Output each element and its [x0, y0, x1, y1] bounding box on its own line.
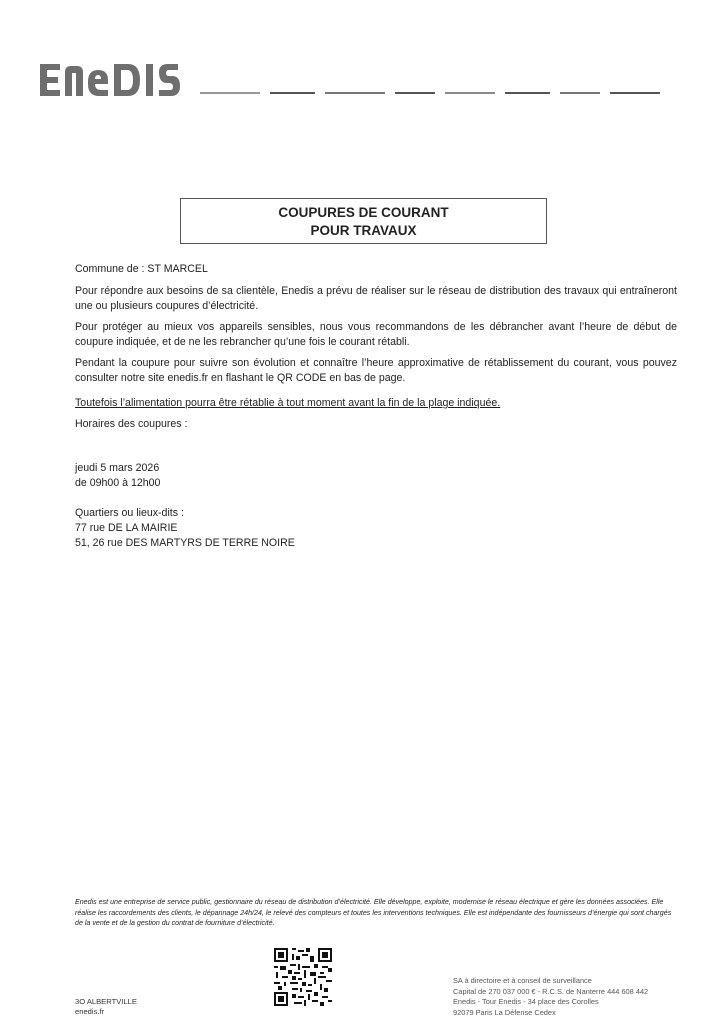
footer-left — [75, 997, 137, 1017]
company-city: 92079 Paris La Défense Cedex — [453, 1007, 556, 1017]
outage-time-range: de 09h00 à 12h00 — [75, 477, 161, 489]
notice-title-line1: COUPURES DE COURANT — [278, 205, 449, 220]
paragraph-1: Pour répondre aux besoins de sa clientèle, Enedis a prévu de réaliser sur le réseau de distribution des travaux qui entraîneront une ou plusieurs coupures d’électricité. — [75, 285, 677, 312]
company-legal-form: SA à directoire et à conseil de surveillance — [453, 976, 592, 985]
footer-company-info — [453, 976, 648, 1018]
areas-label: Quartiers ou lieux-dits : — [75, 507, 184, 519]
qr-code[interactable] — [274, 948, 332, 1006]
footer-agency: 3O ALBERTVILLE — [75, 997, 137, 1006]
company-address: Enedis - Tour Enedis - 34 place des Corolles — [453, 997, 599, 1006]
paragraph-2: Pour protéger au mieux vos appareils sensibles, nous vous recommandons de les débrancher avant l’heure de début de coupure indiquée, et de ne les rebrancher qu’une fois le courant rétabli. — [75, 321, 677, 348]
legal-text: Enedis est une entreprise de service public, gestionnaire du réseau de distribution d’électricité. Elle développe, exploite, modernise le réseau électrique et gère les données associées. Elle réalise les raccordements des clients, le dépannage 24h/24, le relevé des compteurs et toutes les interventions techniques. Elle est indépendante des fournisseurs d’énergie qui sont chargés de la vente et de la gestion du contrat de fourniture d’électricité. — [75, 898, 672, 927]
area-item: 51, 26 rue DES MARTYRS DE TERRE NOIRE — [75, 537, 295, 549]
header-rule — [200, 92, 660, 94]
enedis-logo — [40, 62, 200, 98]
notice-title-box — [180, 198, 547, 244]
commune-line: Commune de : ST MARCEL — [75, 263, 208, 275]
notice-title-line2: POUR TRAVAUX — [310, 223, 417, 238]
outage-date: jeudi 5 mars 2026 — [75, 462, 160, 474]
area-item: 77 rue DE LA MAIRIE — [75, 522, 178, 534]
warning-text: Toutefois l’alimentation pourra être rétablie à tout moment avant la fin de la plage indiquée. — [75, 397, 501, 409]
paragraph-3: Pendant la coupure pour suivre son évolution et connaître l’heure approximative de rétablissement du courant, vous pouvez consulter notre site enedis.fr en flashant le QR CODE en bas de page. — [75, 357, 677, 384]
schedule-label: Horaires des coupures : — [75, 418, 188, 430]
company-capital: Capital de 270 037 000 € - R.C.S. de Nanterre 444 608 442 — [453, 986, 649, 996]
footer-website-link[interactable]: enedis.fr — [75, 1007, 105, 1016]
